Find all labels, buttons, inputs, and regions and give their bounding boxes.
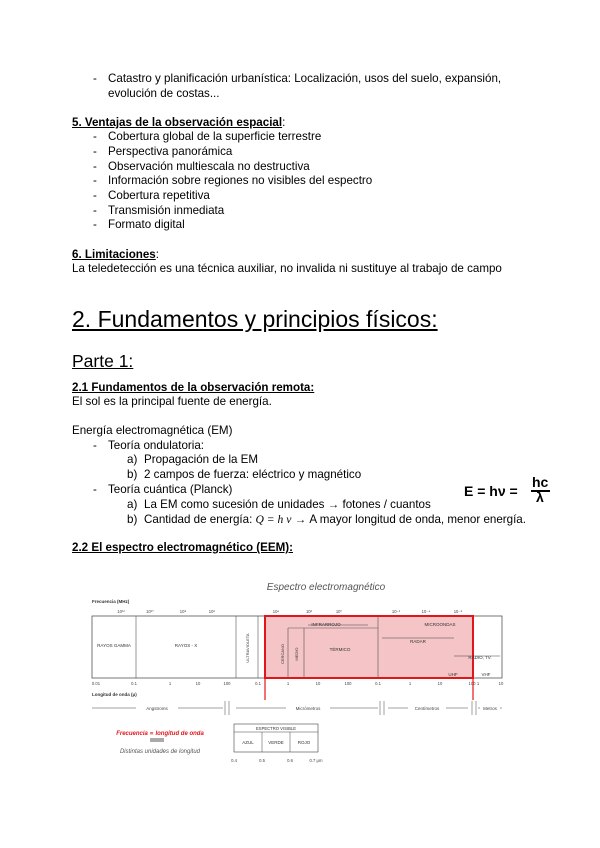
list-item: Cobertura repetitiva	[108, 189, 210, 202]
ondulatoria-b-text: 2 campos de fuerza: eléctrico y magnético	[144, 468, 362, 481]
band-radar: RADAR	[410, 639, 426, 644]
visible-tick: 0.4	[231, 758, 237, 763]
visible-tick: 0.6	[287, 758, 293, 763]
wl-axis-label: Longitud de onda (μ)	[92, 692, 137, 697]
section6-text: La teledetección es una técnica auxiliar, no invalida ni sustituye al trabajo de campo	[72, 262, 502, 275]
list-dash: -	[93, 439, 97, 452]
formula-lhs: E = hν =	[464, 483, 518, 499]
wl-tick: 100	[468, 681, 476, 686]
cuantica-text: Teoría cuántica (Planck)	[108, 483, 233, 496]
list-dash: -	[93, 160, 97, 173]
cuantica-a-text: La EM como sucesión de unidades → fotones / cuantos	[144, 498, 431, 511]
wl-tick: 10	[437, 681, 443, 686]
band-uhf: UHF	[448, 672, 458, 677]
section6-colon: :	[155, 248, 159, 261]
band-vhf: VHF	[481, 672, 491, 677]
band-radio: RADIO, TV.	[468, 655, 492, 660]
ondulatoria-text: Teoría ondulatoria:	[108, 439, 205, 452]
sun-text: El sol es la principal fuente de energía.	[72, 395, 272, 408]
visible-band-azul: AZUL	[242, 740, 254, 745]
cuantica-b-suffix: → A mayor longitud de onda, menor energía.	[294, 513, 526, 526]
spectrum-title: Espectro electromagnético	[266, 582, 386, 593]
cuantica-a-marker: a)	[127, 498, 138, 511]
wl-ticks	[92, 681, 504, 686]
section5-colon: :	[282, 116, 286, 129]
band-infrarrojo: INFRARROJO	[311, 622, 341, 627]
sub21-title: 2.1 Fundamentos de la observación remota:	[72, 381, 315, 394]
list-item: Cobertura global de la superficie terrestre	[108, 130, 322, 143]
list-dash: -	[93, 72, 97, 85]
formula-denominator: λ	[536, 489, 544, 505]
cuantica-b-marker: b)	[127, 513, 138, 526]
cuantica-b-prefix: Cantidad de energía:	[144, 513, 253, 526]
catastro-text-line1: Catastro y planificación urbanística: Localización, usos del suelo, expansión,	[108, 72, 502, 85]
wl-tick: 1	[168, 681, 172, 686]
units-note: Distintas unidades de longitud	[119, 749, 201, 755]
wl-tick: 1	[286, 681, 290, 686]
ondulatoria-a-marker: a)	[127, 453, 138, 466]
freq-tick: 10⁻⁴	[421, 609, 431, 614]
freq-tick: 10⁶	[208, 609, 216, 614]
band-gamma: RAYOS GAMMA	[97, 643, 131, 648]
formula-numerator: hc	[532, 474, 549, 490]
freq-ticks	[117, 609, 462, 614]
list-dash: -	[93, 130, 97, 143]
freq-tick: 10²	[305, 609, 313, 614]
visible-band-verde: VERDE	[268, 740, 284, 745]
list-item: Observación multiescala no destructiva	[108, 160, 310, 173]
wl-tick: 10	[195, 681, 201, 686]
wl-tick: 10	[498, 681, 504, 686]
band-xray: RAYOS - X	[174, 643, 198, 648]
band-cercano: CERCANO	[280, 643, 285, 665]
freq-wavelength-note: Frecuencia ∝ longitud de onda	[116, 731, 204, 737]
freq-tick: 10⁻⁶	[453, 609, 463, 614]
list-dash: -	[93, 145, 97, 158]
list-dash: -	[93, 204, 97, 217]
visible-band-rojo: ROJO	[297, 740, 311, 745]
wl-tick: 0.01	[91, 681, 101, 686]
freq-tick: 10¹²	[117, 609, 125, 614]
ondulatoria-a-text: Propagación de la EM	[144, 453, 259, 466]
sub22-title: 2.2 El espectro electromagnético (EEM):	[72, 541, 293, 554]
list-dash: -	[93, 218, 97, 231]
freq-axis-label: Frecuencia (MHz)	[92, 599, 130, 604]
freq-tick: 10⁰	[335, 609, 343, 614]
band-uv: ULTRAVIOLETA	[245, 633, 250, 663]
section5-heading	[72, 116, 285, 131]
ondulatoria-b-marker: b)	[127, 468, 138, 481]
em-spectrum-diagram	[88, 572, 518, 772]
list-dash: -	[93, 483, 97, 496]
wl-tick: 10	[315, 681, 321, 686]
wl-tick: 1	[476, 681, 480, 686]
list-dash: -	[93, 174, 97, 187]
cuantica-b-line	[144, 513, 526, 528]
visible-tick: 0.7 μm	[309, 758, 323, 763]
list-item: Transmisión inmediata	[108, 204, 225, 217]
list-item: Perspectiva panorámica	[108, 145, 233, 158]
band-termico: TÉRMICO	[329, 647, 351, 652]
freq-tick: 10⁸	[179, 609, 187, 614]
catastro-text-line2: evolución de costas...	[108, 87, 220, 100]
wl-tick: 100	[344, 681, 352, 686]
list-item: Información sobre regiones no visibles del espectro	[108, 174, 373, 187]
wl-tick: 0.1	[255, 681, 261, 686]
wl-tick: 0.1	[131, 681, 137, 686]
list-item: Formato digital	[108, 218, 185, 231]
unit-centimetros: Centímetros	[414, 706, 440, 711]
wl-tick: 100	[223, 681, 231, 686]
visible-tick: 0.5	[259, 758, 265, 763]
freq-tick: 10¹⁰	[146, 609, 154, 614]
em-text: Energía electromagnética (EM)	[72, 424, 233, 437]
section6-title: 6. Limitaciones	[72, 248, 156, 261]
note-arrow	[150, 738, 164, 742]
section6-heading	[72, 248, 159, 263]
part-title: Parte 1:	[72, 351, 134, 371]
wl-tick: 1	[408, 681, 412, 686]
band-medio: MEDIO	[294, 647, 299, 661]
visible-spectrum-title: ESPECTRO VISIBLE	[255, 726, 297, 731]
freq-tick: 10⁻²	[391, 609, 401, 614]
band-microondas: MICROONDAS	[424, 622, 456, 627]
unit-metros: Metros	[483, 706, 497, 711]
unit-micrometros: Micrómetros	[295, 706, 321, 711]
unit-angstroms: Angstroms	[146, 706, 168, 711]
section5-title: 5. Ventajas de la observación espacial	[72, 116, 283, 129]
planck-inline-formula: Q = h ν	[255, 513, 292, 526]
wl-tick: 0.1	[375, 681, 381, 686]
chapter-title: 2. Fundamentos y principios físicos:	[72, 306, 438, 332]
freq-tick: 10⁴	[272, 609, 280, 614]
list-dash: -	[93, 189, 97, 202]
